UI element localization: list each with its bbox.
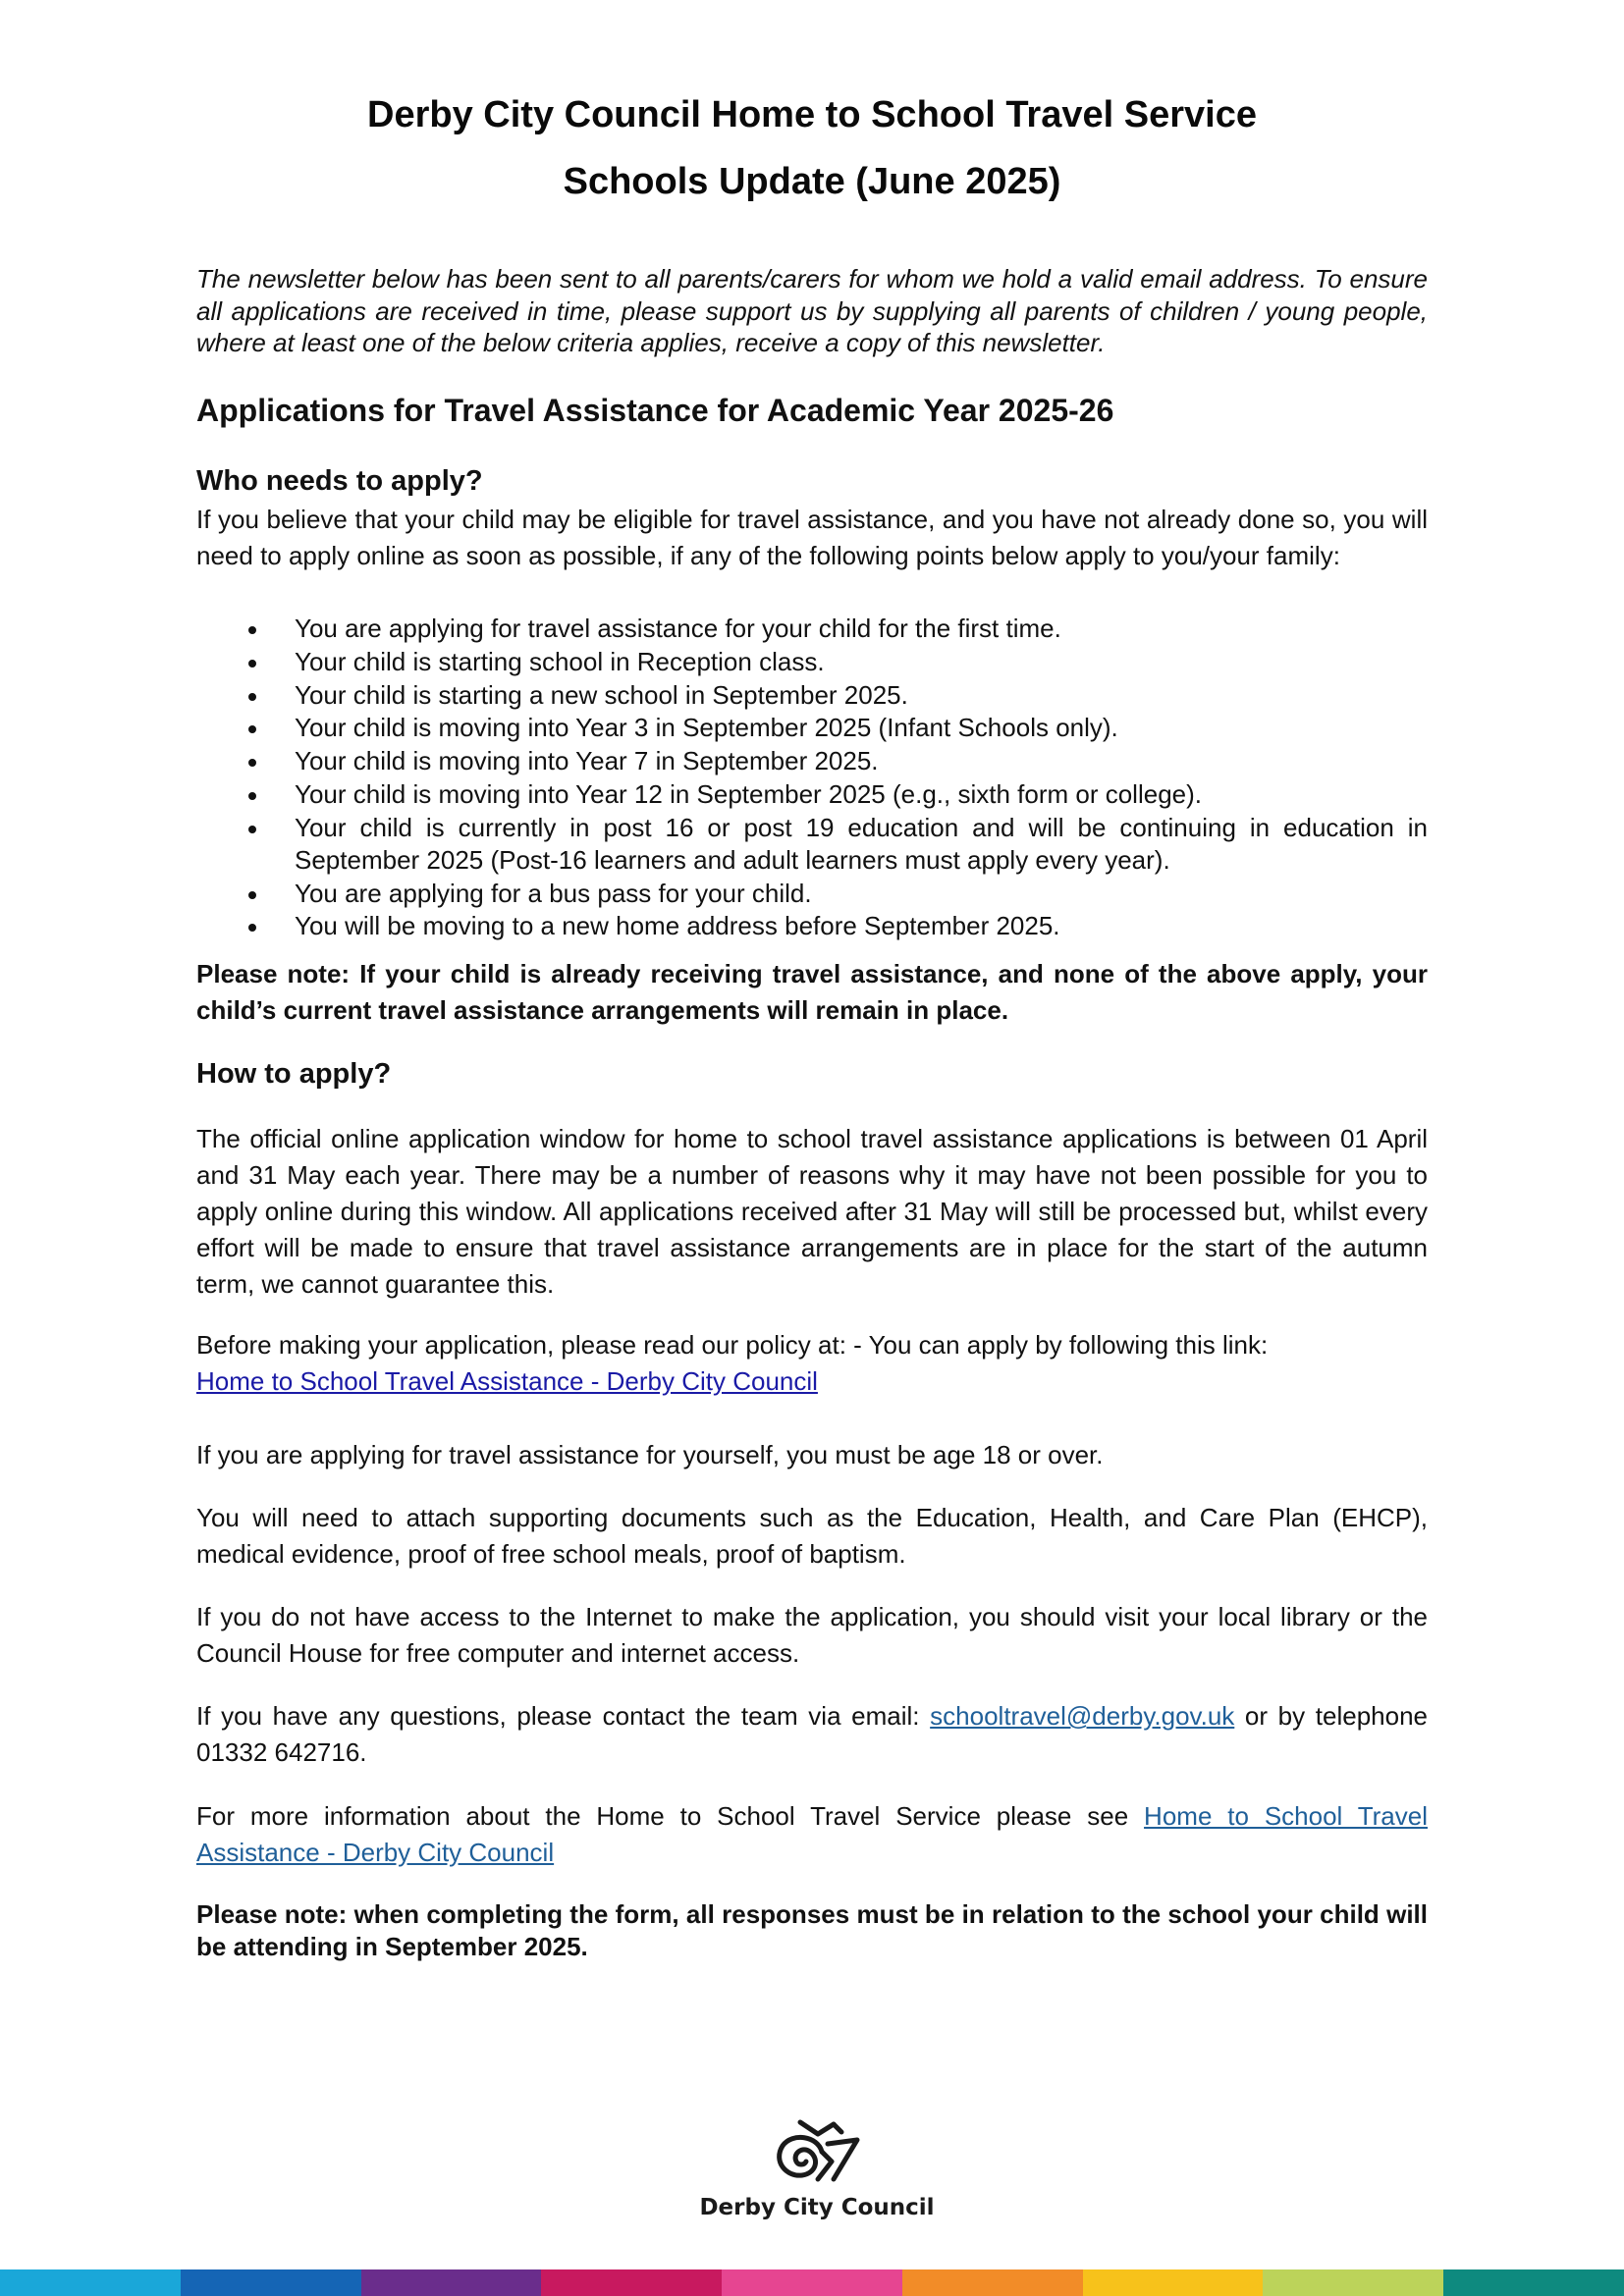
more-info-link[interactable]: Home to School Travel Assistance - Derby City Council: [196, 1801, 1428, 1867]
policy-text: Before making your application, please read our policy at: - You can apply by following this link:: [196, 1330, 1269, 1360]
bullet-icon: [248, 924, 256, 932]
section-title: Applications for Travel Assistance for Academic Year 2025-26: [196, 393, 1114, 428]
document-title: Derby City Council Home to School Travel Service: [367, 94, 1257, 135]
application-window-paragraph: The official online application window for home to school travel assistance applications is between 01 April and 31 May each year. There may be a number of reasons why it may have not been possible for you to apply online during this window. All applications received after 31 May will still be processed but, whilst every effort will be made to ensure that travel assistance arrangements are in place for the start of the autumn term, we cannot guarantee this.: [196, 1124, 1428, 1299]
list-item: Your child is starting a new school in September 2025.: [196, 679, 1428, 712]
color-segment: [181, 2269, 361, 2296]
criteria-list: [196, 613, 1428, 943]
bullet-icon: [248, 759, 256, 767]
final-note: Please note: when completing the form, all responses must be in relation to the school your child will be attending in September 2025.: [196, 1899, 1428, 1961]
document-subtitle: Schools Update (June 2025): [563, 161, 1061, 202]
list-item: Your child is starting school in Reception class.: [196, 646, 1428, 678]
contact-paragraph: [196, 1698, 1428, 1771]
color-segment: [1263, 2269, 1443, 2296]
intro-paragraph: The newsletter below has been sent to all parents/carers for whom we hold a valid email address. To ensure all applications are received in time, please support us by supplying all parents of children / young people, where at least one of the below criteria applies, receive a copy of this newsletter.: [196, 264, 1428, 357]
color-segment: [361, 2269, 542, 2296]
color-segment: [541, 2269, 722, 2296]
logo-text: Derby City Council: [699, 2195, 935, 2220]
documents-paragraph: You will need to attach supporting documents such as the Education, Health, and Care Plan (EHCP), medical evidence, proof of free school meals, proof of baptism.: [196, 1503, 1428, 1569]
bullet-icon: [248, 693, 256, 701]
who-heading: Who needs to apply?: [196, 465, 483, 497]
bullet-icon: [248, 725, 256, 733]
color-segment: [1083, 2269, 1264, 2296]
internet-paragraph: If you do not have access to the Internet to make the application, you should visit your local library or the Council House for free computer and internet access.: [196, 1602, 1428, 1668]
color-segment: [722, 2269, 902, 2296]
bullet-icon: [248, 891, 256, 899]
email-link[interactable]: schooltravel@derby.gov.uk: [930, 1701, 1235, 1731]
derby-ram-logo-icon: [763, 2110, 871, 2191]
policy-link[interactable]: Home to School Travel Assistance - Derby City Council: [196, 1366, 818, 1396]
who-note: Please note: If your child is already receiving travel assistance, and none of the above apply, your child’s current travel assistance arrangements will remain in place.: [196, 959, 1428, 1025]
list-item: You will be moving to a new home address before September 2025.: [196, 910, 1428, 942]
who-lead-paragraph: If you believe that your child may be eligible for travel assistance, and you have not already done so, you will need to apply online as soon as possible, if any of the following points below apply to you/your family:: [196, 505, 1428, 570]
color-segment: [1443, 2269, 1624, 2296]
footer-color-bar: [0, 2269, 1624, 2296]
contact-text-before: If you have any questions, please contact the team via email:: [196, 1701, 931, 1731]
policy-paragraph: [196, 1327, 1428, 1400]
how-heading: How to apply?: [196, 1058, 392, 1090]
color-segment: [902, 2269, 1083, 2296]
bullet-icon: [248, 660, 256, 667]
list-item: Your child is moving into Year 12 in September 2025 (e.g., sixth form or college).: [196, 778, 1428, 811]
bullet-icon: [248, 792, 256, 800]
bullet-icon: [248, 826, 256, 833]
list-item: Your child is currently in post 16 or post 19 education and will be continuing in education in September 2025 (Post-16 learners and adult learners must apply every year).: [196, 812, 1428, 877]
list-item: You are applying for a bus pass for your child.: [196, 878, 1428, 910]
age-paragraph: If you are applying for travel assistance for yourself, you must be age 18 or over.: [196, 1440, 1104, 1469]
bullet-icon: [248, 626, 256, 634]
list-item: Your child is moving into Year 3 in September 2025 (Infant Schools only).: [196, 712, 1428, 744]
more-info-text: For more information about the Home to School Travel Service please see: [196, 1801, 1145, 1831]
color-segment: [0, 2269, 181, 2296]
council-logo: [699, 2110, 935, 2220]
contact-text-after: or by telephone 01332 642716.: [196, 1701, 1428, 1767]
list-item: Your child is moving into Year 7 in September 2025.: [196, 745, 1428, 777]
more-info-paragraph: [196, 1798, 1428, 1871]
list-item: You are applying for travel assistance for your child for the first time.: [196, 613, 1428, 645]
